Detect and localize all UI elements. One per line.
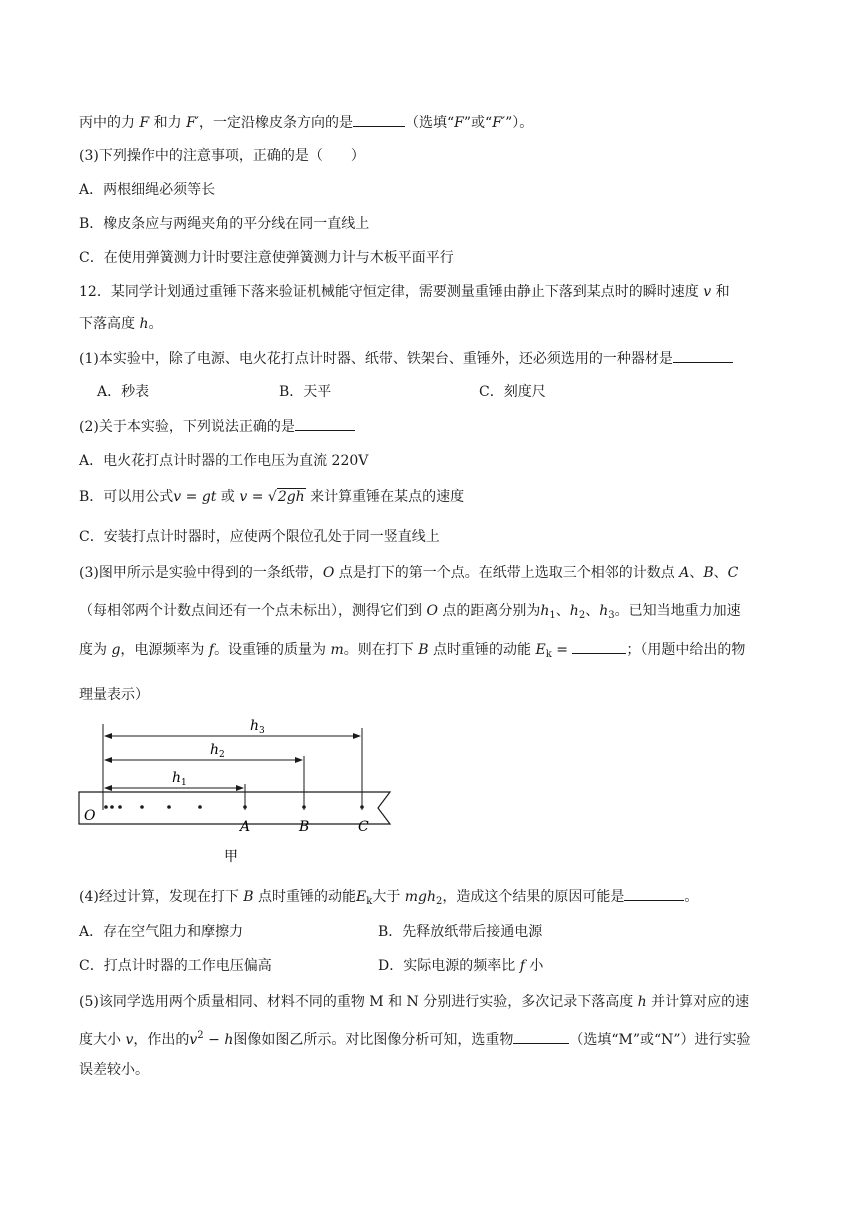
tape-dot [104,805,108,809]
q11-sub3-option-a: A．两根细绳必须等长 [79,182,216,198]
q12-sub5-line1: (5)该同学选用两个质量相同、材料不同的重物 M 和 N 分别进行实验，多次记录下落高度 h 并计算对应的速 [79,994,750,1010]
q12-sub5-line3: 误差较小。 [79,1062,149,1078]
tape-dot [243,805,247,809]
answer-blank[interactable] [513,1029,569,1044]
q12-sub3-line3: 度为 g，电源频率为 f。设重锤的质量为 m。则在打下 B 点时重锤的动能 $E_k$ = ；（用题中给出的物 [79,639,789,665]
h1-label: $h_1$ [172,770,187,788]
tape-dot [167,805,171,809]
q12-sub1-stem: (1)本实验中，除了电源、电火花打点计时器、纸带、铁架台、重锤外，还必须选用的一种器材是 [79,348,789,369]
q12-sub4-options-row1 [79,922,789,942]
option-c: C．打点计时器的工作电压偏高 [79,958,272,974]
point-c-label: C [358,819,369,835]
q12-sub3-line2: （每相邻两个计数点间还有一个点未标出），测得它们到 O 点的距离分别为$h_1$、$h_2$、$h_3$。已知当地重力加速 [79,603,741,621]
point-a-label: A [240,819,251,835]
h2-label: $h_2$ [210,742,225,760]
q12-sub2-option-b: B．可以用公式v = gt 或 v = √2gh 来计算重锤在某点的速度 [79,489,465,505]
q12-sub2-stem: (2)关于本实验，下列说法正确的是 [79,416,789,437]
tape-dot [118,805,122,809]
tape-dot [302,805,306,809]
answer-blank[interactable] [572,639,626,654]
q12-sub3-line4: 理量表示） [79,687,149,703]
option-a: A．秒表 [97,384,150,400]
answer-blank[interactable] [295,416,355,431]
q11-sub3-option-b: B．橡皮条应与两绳夹角的平分线在同一直线上 [79,216,370,232]
q12-sub2-option-c: C．安装打点计时器时，应使两个限位孔处于同一竖直线上 [79,529,440,545]
answer-blank[interactable] [624,886,684,901]
point-o-label: O [84,808,96,824]
q12-sub3-line1: (3)图甲所示是实验中得到的一条纸带，O 点是打下的第一个点。在纸带上选取三个相邻的计数点 A、B、C [79,565,739,581]
tape-dot [110,805,114,809]
q12-stem-line1: 12．某同学计划通过重锤下落来验证机械能守恒定律，需要测量重锤由静止下落到某点时的瞬时速度 v 和 [79,284,730,300]
q11-sub3-option-c: C．在使用弹簧测力计时要注意使弹簧测力计与木板平面平行 [79,250,454,266]
option-d: D．实际电源的频率比 f 小 [378,958,544,974]
q12-stem-line2: 下落高度 h。 [79,316,163,332]
figure-caption: 甲 [224,849,238,865]
q12-sub4-options-row2 [79,956,789,976]
option-c: C．刻度尺 [479,384,546,400]
tape-dot [360,805,364,809]
option-b: B．天平 [279,384,332,400]
tape-dot [198,805,202,809]
point-b-label: B [299,819,310,835]
q12-sub1-options [97,382,807,402]
option-a: A．存在空气阻力和摩擦力 [79,924,244,940]
h3-label: $h_3$ [250,718,265,736]
q12-sub5-line2: 度大小 v，作出的$v^2 - h$图像如图乙所示。对比图像分析可知，选重物 （选填“M”或“N”）进行实验 [79,1030,751,1048]
q11-part2-line: 丙中的力 F 和力 F′，一定沿橡皮条方向的是 （选填“F”或“F′”）。 [79,112,789,133]
paper-tape-figure [70,712,410,872]
q12-sub2-option-a: A．电火花打点计时器的工作电压为直流 220V [79,453,369,469]
option-b: B．先释放纸带后接通电源 [378,924,543,940]
q11-sub3-stem: (3)下列操作中的注意事项，正确的是（ ） [79,148,365,164]
answer-blank[interactable] [353,112,405,127]
answer-blank[interactable] [673,348,733,363]
tape-dot [140,805,144,809]
q12-sub4-stem: (4)经过计算，发现在打下 B 点时重锤的动能$E_k$大于 mgh$_2$，造成这个结果的原因可能是 。 [79,886,789,912]
paper-tape [79,792,390,824]
